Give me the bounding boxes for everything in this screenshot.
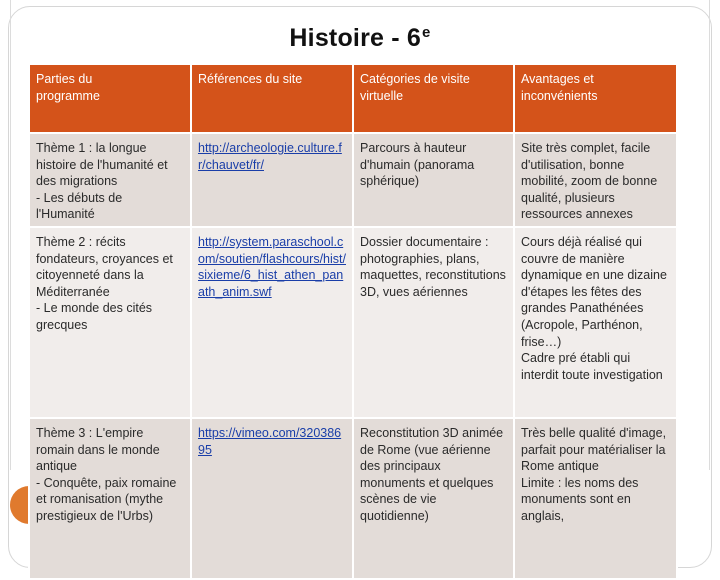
comparison-table — [28, 63, 678, 580]
table-row — [29, 418, 677, 579]
table-row — [29, 227, 677, 418]
frame-line-left — [10, 0, 11, 470]
frame-line-right — [709, 0, 710, 470]
slide-title-superscript: e — [422, 24, 431, 41]
slide-title — [0, 24, 720, 53]
cell-reference — [191, 227, 353, 418]
header-avantages: Avantages et inconvénients — [514, 64, 677, 133]
cell-programme: Thème 2 : récits fondateurs, croyances et citoyenneté dans la Méditerranée - Le monde des cités grecques — [29, 227, 191, 418]
reference-link[interactable]: http://archeologie.culture.fr/chauvet/fr/ — [198, 141, 342, 172]
header-categories-visite: Catégories de visite virtuelle — [353, 64, 514, 133]
cell-reference — [191, 133, 353, 227]
header-parties-programme: Parties du programme — [29, 64, 191, 133]
reference-link[interactable]: http://system.paraschool.com/soutien/flashcours/hist/sixieme/6_hist_athen_panath_anim.swf — [198, 234, 346, 299]
table-header-row — [29, 64, 677, 133]
cell-avantages: Cours déjà réalisé qui couvre de manière dynamique en une dizaine d'étapes les fêtes des grandes Panathénées (Acropole, Parthénon, frise…) Cadre pré établi qui interdit toute investigation — [514, 227, 677, 418]
cell-categorie: Reconstitution 3D animée de Rome (vue aérienne des principaux monuments et quelques scènes de vie quotidienne) — [353, 418, 514, 579]
cell-categorie: Dossier documentaire : photographies, plans, maquettes, reconstitutions 3D, vues aériennes — [353, 227, 514, 418]
table-row — [29, 133, 677, 227]
cell-programme: Thème 3 : L'empire romain dans le monde antique - Conquête, paix romaine et romanisation (mythe prestigieux de l'Urbs) — [29, 418, 191, 579]
header-references-site: Références du site — [191, 64, 353, 133]
slide-title-main: Histoire - 6 — [289, 24, 422, 52]
cell-programme: Thème 1 : la longue histoire de l'humanité et des migrations - Les débuts de l'Humanité — [29, 133, 191, 227]
reference-link[interactable]: https://vimeo.com/32038695 — [198, 425, 342, 457]
cell-categorie: Parcours à hauteur d'humain (panorama sphérique) — [353, 133, 514, 227]
cell-avantages: Très belle qualité d'image, parfait pour matérialiser la Rome antique Limite : les noms des monuments sont en anglais, — [514, 418, 677, 579]
cell-reference — [191, 418, 353, 579]
cell-avantages: Site très complet, facile d'utilisation, bonne mobilité, zoom de bonne qualité, plusieurs ressources annexes — [514, 133, 677, 227]
